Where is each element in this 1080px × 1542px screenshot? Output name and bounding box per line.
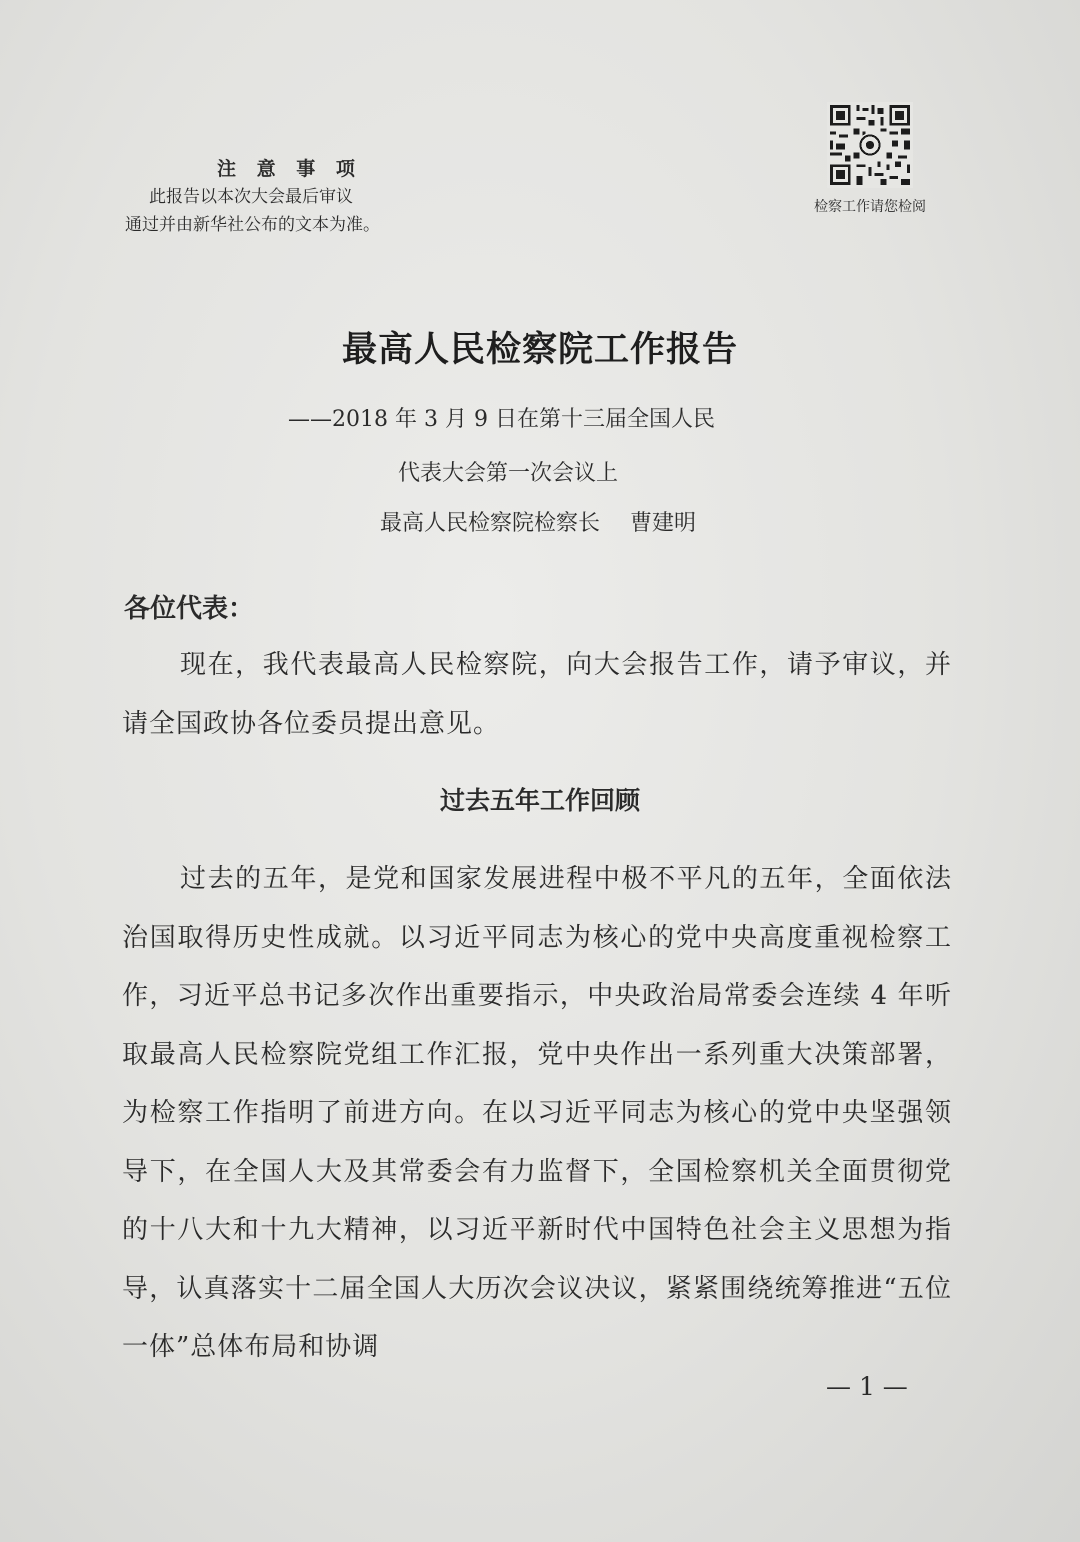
review-paragraph: 过去的五年，是党和国家发展进程中极不平凡的五年，全面依法治国取得历史性成就。以习近平同志为核心的党中央高度重视检察工作，习近平总书记多次作出重要指示，中央政治局常委会连续 4 年听取最高人民检察院党组工作汇报，党中央作出一系列重大决策部署，为检察工作指明了前进方向。在以习近平同志为核心的党中央坚强领导下，在全国人大及其常委会有力监督下，全国检察机关全面贯彻党的十八大和十九大精神，以习近平新时代中国特色社会主义思想为指导，认真落实十二届全国人大历次会议决议，紧紧围绕统筹推进“五位一体”总体布局和协调 xyxy=(122,864,952,1362)
notice-line-1: 此报告以本次大会最后审议 xyxy=(149,187,353,207)
page-number: — 1 — xyxy=(826,1372,908,1401)
speaker-line xyxy=(380,506,696,537)
speaker-name: 曹建明 xyxy=(630,511,697,536)
qr-code-block xyxy=(800,102,940,216)
subtitle-line-1: ——2018 年 3 月 9 日在第十三届全国人民 xyxy=(288,407,715,432)
notice-box xyxy=(125,155,455,239)
greeting: 各位代表： xyxy=(124,594,255,624)
qr-caption: 检察工作请您检阅 xyxy=(814,199,926,215)
section-heading: 过去五年工作回顾 xyxy=(439,786,640,815)
notice-title: 注 意 事 项 xyxy=(217,158,362,180)
qr-code-icon xyxy=(827,102,913,188)
speaker-title: 最高人民检察院检察长 xyxy=(380,511,601,536)
intro-paragraph: 现在，我代表最高人民检察院，向大会报告工作，请予审议，并请全国政协各位委员提出意见。 xyxy=(122,650,952,739)
notice-line-2: 通过并由新华社公布的文本为准。 xyxy=(125,215,380,235)
report-title: 最高人民检察院工作报告 xyxy=(341,330,738,370)
subtitle-line-2: 代表大会第一次会议上 xyxy=(398,461,619,486)
